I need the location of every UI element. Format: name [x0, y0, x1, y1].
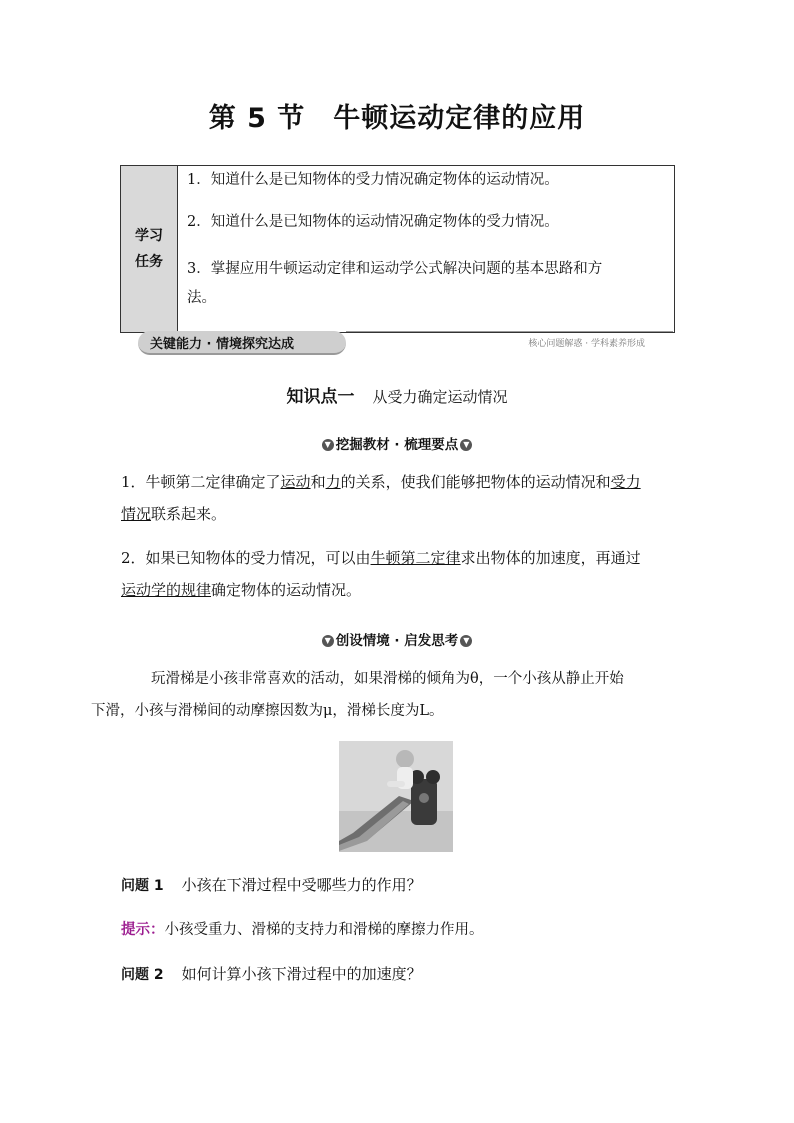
underlined-term: 力 [325, 473, 341, 491]
page-title: 第 5 节 牛顿运动定律的应用 [208, 103, 586, 134]
task-item: 法。 [187, 290, 216, 306]
hint-label: 提示： [121, 922, 165, 938]
task-item: 3．掌握应用牛顿运动定律和运动学公式解决问题的基本思路和方 [187, 261, 603, 277]
text: 和 [310, 473, 326, 491]
question-2 [121, 963, 422, 984]
banner-label: 关键能力 · 情境探究达成 [150, 337, 294, 352]
section-banner [120, 331, 673, 355]
task-label-line2: 任务 [135, 254, 163, 270]
scenario-paragraph [91, 663, 676, 727]
subsection-heading-textbook [0, 433, 794, 453]
task-label-line1: 学习 [135, 228, 163, 244]
banner-divider [346, 331, 673, 332]
underlined-term: 受力 [610, 473, 641, 491]
scenario-line: 玩滑梯是小孩非常喜欢的活动，如果滑梯的倾角为θ，一个小孩从静止开始 [151, 671, 624, 687]
text: 1．牛顿第二定律确定了 [121, 473, 281, 491]
chevron-down-icon: ▼ [460, 635, 472, 647]
knowledge-point-title: 从受力确定运动情况 [372, 388, 508, 406]
underlined-term: 运动 [280, 473, 311, 491]
slide-child-photo [339, 741, 453, 852]
banner-right-text: 核心问题解惑 · 学科素养形成 [528, 339, 645, 349]
hint-text: 小孩受重力、滑梯的支持力和滑梯的摩擦力作用。 [164, 922, 484, 938]
knowledge-point-heading [0, 382, 794, 407]
subsection-heading-text: 挖掘教材 · 梳理要点 [335, 437, 459, 453]
question-label: 问题 2 [121, 967, 164, 983]
underlined-term: 运动学的规律 [121, 581, 212, 599]
chevron-down-icon: ▼ [322, 439, 334, 451]
learning-task-label [121, 166, 178, 332]
knowledge-point-number: 知识点一 [286, 387, 355, 407]
text: 求出物体的加速度，再通过 [460, 549, 641, 567]
task-item: 1．知道什么是已知物体的受力情况确定物体的运动情况。 [187, 172, 559, 188]
question-text: 小孩在下滑过程中受哪些力的作用？ [181, 876, 422, 894]
question-text: 如何计算小孩下滑过程中的加速度？ [181, 965, 422, 983]
learning-task-table [120, 165, 675, 333]
text: 确定物体的运动情况。 [211, 581, 362, 599]
chevron-down-icon: ▼ [322, 635, 334, 647]
text: 2．如果已知物体的受力情况，可以由 [121, 549, 371, 567]
chevron-down-icon: ▼ [460, 439, 472, 451]
underlined-term: 牛顿第二定律 [370, 549, 461, 567]
text: 的关系，使我们能够把物体的运动情况和 [340, 473, 611, 491]
slide-illustration [339, 741, 453, 852]
point-1 [121, 466, 676, 530]
subsection-heading-text: 创设情境 · 启发思考 [335, 633, 459, 649]
question-1 [121, 874, 422, 895]
subsection-heading-scenario [0, 629, 794, 649]
point-2 [121, 542, 676, 606]
scenario-line: 下滑，小孩与滑梯间的动摩擦因数为μ，滑梯长度为L。 [91, 703, 444, 719]
text: 联系起来。 [151, 505, 227, 523]
hint-1 [121, 918, 484, 939]
task-item: 2．知道什么是已知物体的运动情况确定物体的受力情况。 [187, 214, 559, 230]
question-label: 问题 1 [121, 878, 164, 894]
underlined-term: 情况 [121, 505, 152, 523]
